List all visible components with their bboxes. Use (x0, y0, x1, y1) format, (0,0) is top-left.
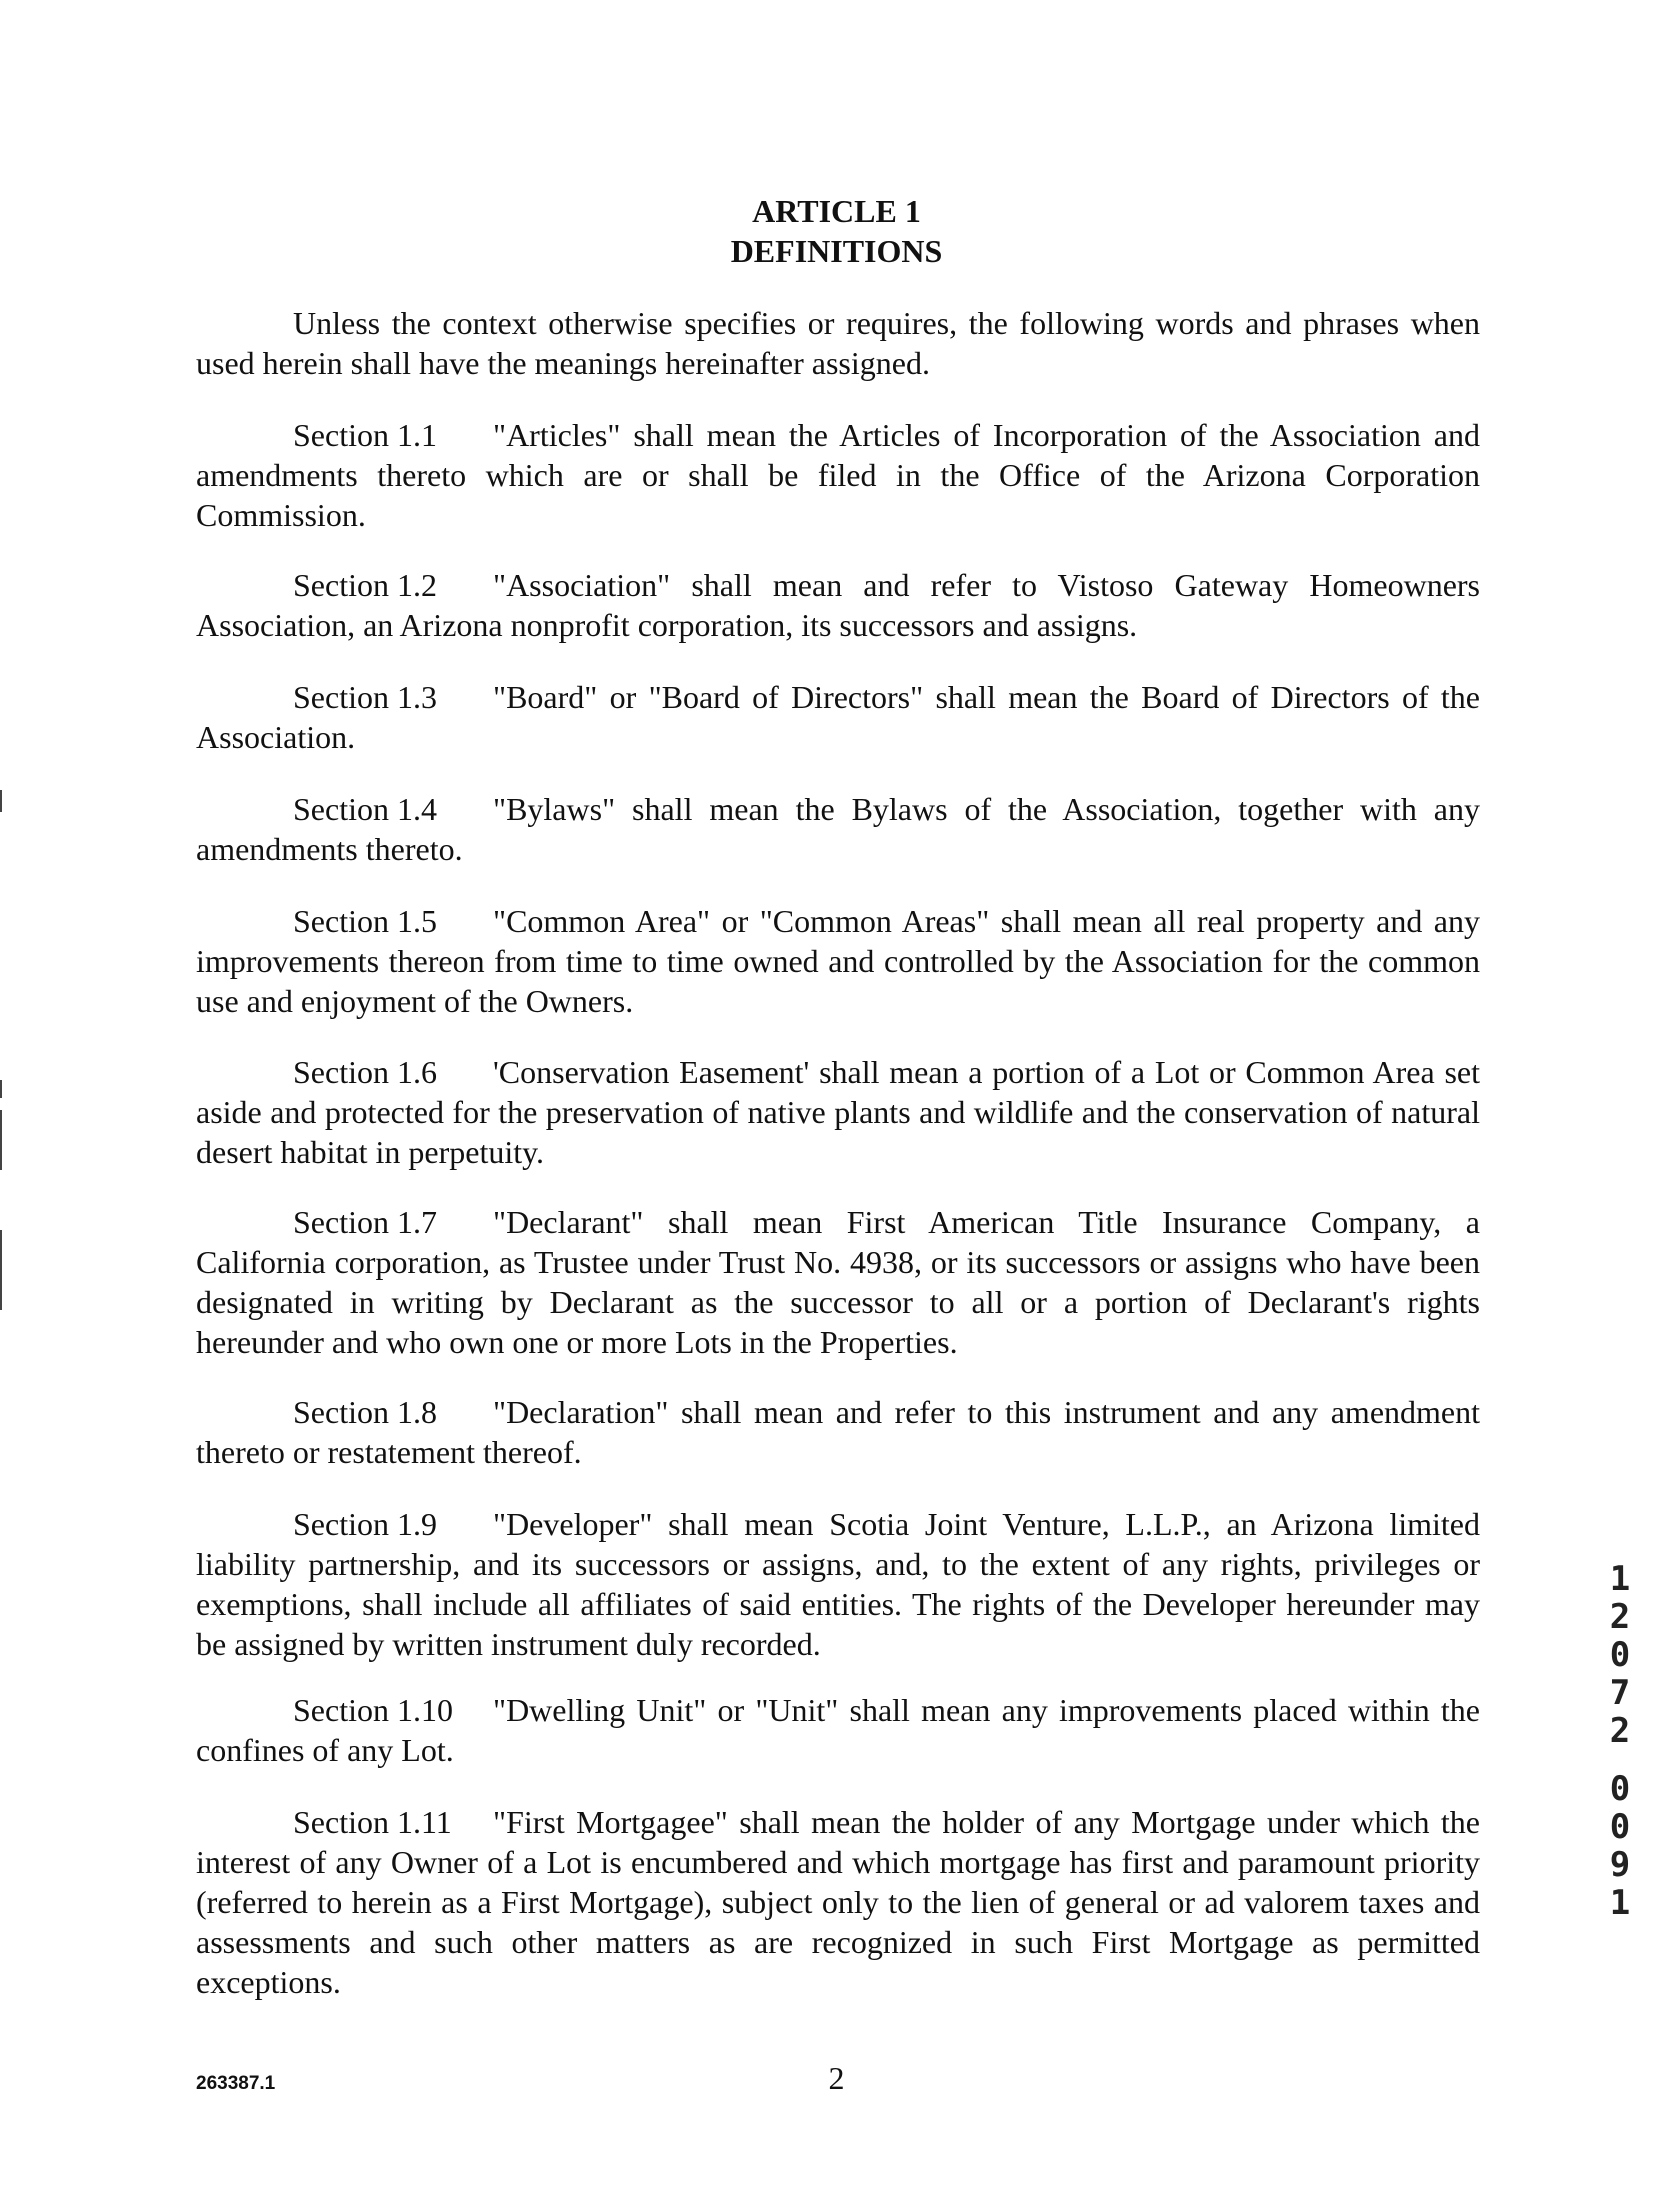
section-text: 'Conservation Easement' shall mean a portion of a Lot or Common Area set aside and protected for the preservation of native plants and wildlife and the conservation of natural desert habitat in perpetuity. (196, 1054, 1480, 1170)
recording-stamp-upper (1600, 1560, 1640, 1750)
section-label: Section 1.6 (293, 1054, 437, 1090)
section-1-6 (196, 1052, 1480, 1172)
stamp-digit: 2 (1609, 1597, 1631, 1637)
section-text: "Developer" shall mean Scotia Joint Venture, L.L.P., an Arizona limited liability partnership, and its successors or assigns, and, to the extent of any rights, privileges or exemptions, shall include all affiliates of said entities. The rights of the Developer hereunder may be assigned by written instrument duly recorded. (196, 1506, 1480, 1662)
section-label: Section 1.11 (293, 1804, 452, 1840)
section-text: "First Mortgagee" shall mean the holder of any Mortgage under which the interest of any Owner of a Lot is encumbered and which mortgage has first and paramount priority (referred to herein as a First Mortgage), subject only to the lien of general or ad valorem taxes and assessments and such other matters as are recognized in such First Mortgage as permitted exceptions. (196, 1804, 1480, 2000)
stamp-digit: 7 (1609, 1673, 1631, 1713)
section-text: "Articles" shall mean the Articles of Incorporation of the Association and amendments thereto which are or shall be filed in the Office of the Arizona Corporation Commission. (196, 417, 1480, 533)
recording-stamp-lower (1600, 1770, 1640, 1922)
section-text: "Common Area" or "Common Areas" shall mean all real property and any improvements thereon from time to time owned and controlled by the Association for the common use and enjoyment of the Owners. (196, 903, 1480, 1019)
page-number: 2 (828, 2060, 845, 2096)
section-1-4 (196, 789, 1480, 869)
stamp-digit: 2 (1609, 1711, 1631, 1751)
section-1-7 (196, 1202, 1480, 1362)
section-1-11 (196, 1802, 1480, 2002)
section-label: Section 1.10 (293, 1692, 453, 1728)
stamp-digit: 0 (1609, 1807, 1631, 1847)
section-label: Section 1.2 (293, 567, 437, 603)
section-label: Section 1.5 (293, 903, 437, 939)
stamp-digit: 0 (1609, 1769, 1631, 1809)
section-1-1 (196, 415, 1480, 535)
scan-mark (0, 1230, 2, 1310)
section-text: "Dwelling Unit" or "Unit" shall mean any improvements placed within the confines of any Lot. (196, 1692, 1480, 1768)
section-label: Section 1.3 (293, 679, 437, 715)
section-1-10 (196, 1690, 1480, 1770)
scan-mark (0, 1110, 2, 1170)
stamp-digit: 1 (1609, 1883, 1631, 1923)
section-text: "Board" or "Board of Directors" shall mean the Board of Directors of the Association. (196, 679, 1480, 755)
scan-mark (0, 790, 2, 812)
article-number: ARTICLE 1 (752, 193, 921, 229)
section-1-2 (196, 565, 1480, 645)
article-title: DEFINITIONS (730, 233, 943, 269)
section-label: Section 1.1 (293, 417, 437, 453)
section-text: "Association" shall mean and refer to Vistoso Gateway Homeowners Association, an Arizona nonprofit corporation, its successors and assigns. (196, 567, 1480, 643)
stamp-digit: 0 (1609, 1635, 1631, 1675)
section-1-3 (196, 677, 1480, 757)
section-text: "Declaration" shall mean and refer to this instrument and any amendment thereto or restatement thereof. (196, 1394, 1480, 1470)
section-1-8 (196, 1392, 1480, 1472)
stamp-digit: 9 (1609, 1845, 1631, 1885)
section-text: "Declarant" shall mean First American Title Insurance Company, a California corporation, as Trustee under Trust No. 4938, or its successors or assigns who have been designated in writing by Declarant as the successor to all or a portion of Declarant's rights hereunder and who own one or more Lots in the Properties. (196, 1204, 1480, 1360)
intro-paragraph (196, 303, 1480, 383)
scan-mark (0, 1080, 2, 1098)
document-id: 263387.1 (196, 2073, 276, 2094)
stamp-digit: 1 (1609, 1559, 1631, 1599)
section-label: Section 1.8 (293, 1394, 437, 1430)
section-label: Section 1.4 (293, 791, 437, 827)
section-label: Section 1.9 (293, 1506, 437, 1542)
section-label: Section 1.7 (293, 1204, 437, 1240)
section-text: "Bylaws" shall mean the Bylaws of the Association, together with any amendments thereto. (196, 791, 1480, 867)
section-1-9 (196, 1504, 1480, 1664)
section-1-5 (196, 901, 1480, 1021)
intro-text: Unless the context otherwise specifies or requires, the following words and phrases when used herein shall have the meanings hereinafter assigned. (196, 305, 1480, 381)
